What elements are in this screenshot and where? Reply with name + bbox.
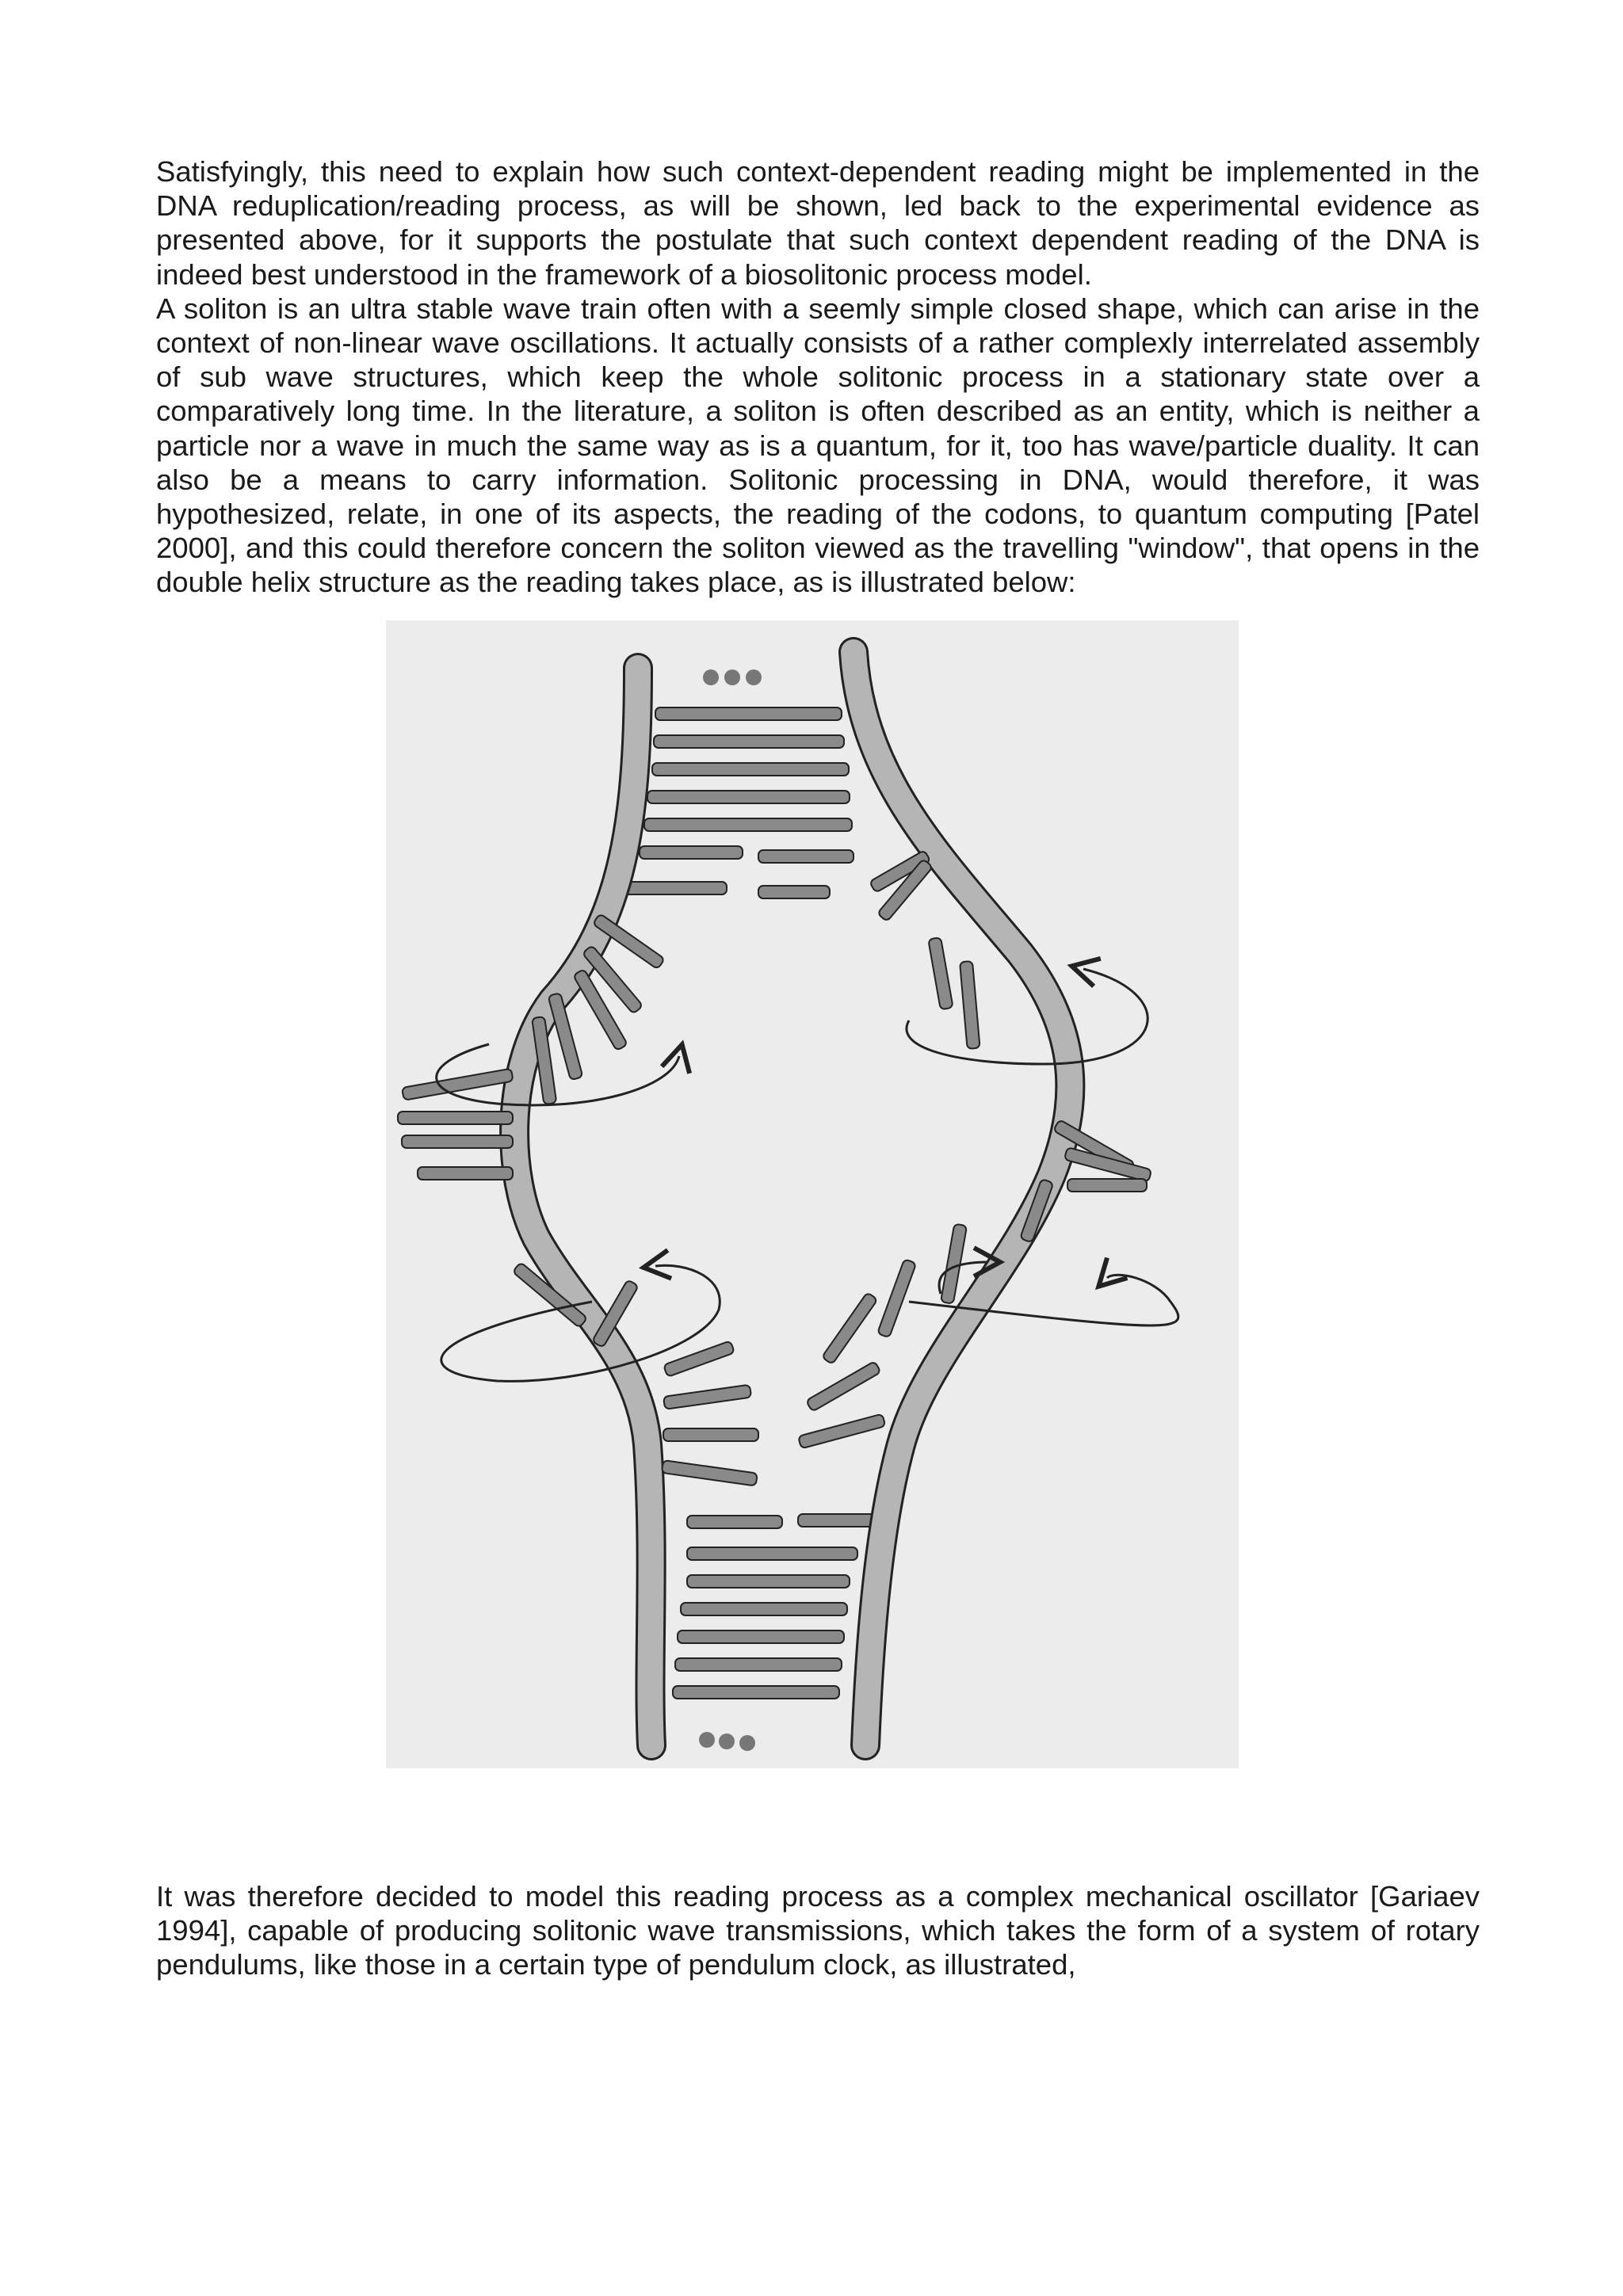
paragraph-soliton-definition: A soliton is an ultra stable wave train often with a seemly simple closed shape, which can arise in the context of non-linear wave oscillations. It actually consists of a rather complexly interrelated assembly of sub wave structures, which keep the whole solitonic process in a stationary state over a comparatively long time. In the literature, a soliton is often described as an entity, which is neither a particle nor a wave in much the same way as is a quantum, for it, too has wave/particle duality. It can also be a means to carry information. Solitonic processing in DNA, would therefore, it was hypothesized, relate, in one of its aspects, the reading of the codons, to quantum computing [Patel 2000], and this could therefore concern the soliton viewed as the travelling "window", that opens in the double helix structure as the reading takes place, as is illustrated below: (156, 292, 1480, 599)
body-text-top (156, 154, 1480, 600)
bottom-base-pairs (673, 1514, 877, 1699)
top-base-pairs (624, 707, 854, 898)
paragraph-context-dependent-reading: Satisfyingly, this need to explain how such context-dependent reading might be implemented in the DNA reduplication/reading process, as will be shown, led back to the experimental evidence as presented above, for it supports the postulate that such context dependent reading of the DNA is indeed best understood in the framework of a biosolitonic process model. (156, 155, 1480, 291)
left-unpaired-bases (398, 913, 758, 1486)
right-unpaired-bases (798, 850, 1151, 1448)
dna-soliton-figure (386, 620, 1239, 1768)
paragraph-mechanical-oscillator: It was therefore decided to model this reading process as a complex mechanical oscillator [Gariaev 1994], capable of producing solitonic wave transmissions, which takes the form of a system of rotary pendulums, like those in a certain type of pendulum clock, as illustrated, (156, 1880, 1480, 1981)
body-text-bottom (156, 1879, 1480, 1982)
bottom-ellipsis-dots (699, 1732, 755, 1751)
top-ellipsis-dots (703, 669, 762, 685)
dna-helix-opening-diagram (386, 620, 1239, 1768)
